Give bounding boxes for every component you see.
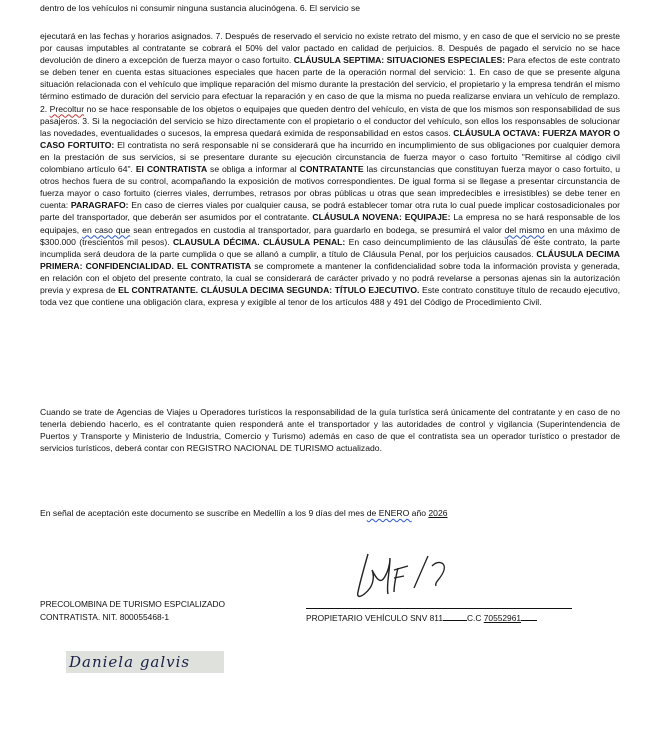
contractor-nit: CONTRATISTA. NIT. 800055468-1 [40, 612, 170, 622]
blank-line [521, 611, 537, 621]
name-stamp [66, 651, 224, 673]
spellcheck-word: Precoltur [49, 103, 85, 114]
clause-9-title: CLÁUSULA NOVENA: EQUIPAJE: [312, 212, 451, 223]
text-run: La empresa no se hará responsable de los equipajes, [40, 212, 620, 235]
year-value: 2026 [428, 508, 448, 518]
text-run: sean entregados en custodia al transportador, para guardarlo en bodega, se presumirá el valor [130, 224, 505, 235]
acceptance-line [40, 507, 620, 519]
text-run: las circunstancias que constituyan fuerza mayor o caso fortuito, u otros hechos fuera de su control, acompañando la exposición de motivos correspondientes. De igual forma si se llegase a presentar circunstancia de fuerza mayor o caso fortuito (cierres viales, derrumbes, retrasos por obras públicas u otras que sean impredecibles e irresistibles) se debe tener en cuenta: [40, 164, 620, 211]
clause-10-title: CLAUSULA DÉCIMA. CLÁUSULA PENAL: [172, 236, 346, 247]
owner-label: PROPIETARIO VEHÍCULO SNV 811 [306, 613, 443, 623]
contractor-signature-block [40, 598, 225, 624]
text-run: En caso de cierres viales por cualquier causa, se podrá establecer tomar otra ruta lo cual puede implicar costosadicionales por parte del transportador, que deberán ser asumidos por el contratante. [40, 200, 620, 223]
clause-11-title: CLÁUSULA DECIMA PRIMERA: CONFIDENCIALIDAD. EL CONTRATISTA [40, 248, 620, 271]
handwritten-signature [350, 548, 460, 608]
signature-rule [306, 608, 572, 609]
company-name: PRECOLOMBINA DE TURISMO ESPCIALIZADO [40, 599, 226, 609]
clause-12-title: EL CONTRATANTE. CLÁUSULA DECIMA SEGUNDA: TÍTULO EJECUTIVO. [118, 284, 420, 295]
text-run: en una máximo de $300.000 (trescientos mil pesos). [40, 224, 620, 247]
clause-7-title: CLÁUSULA SEPTIMA: SITUACIONES ESPECIALES: [293, 55, 506, 66]
cc-label: C.C [466, 613, 482, 623]
text-run: El contratista no será responsable ni se considerará que ha incurrido en incumplimiento de sus obligaciones por cualquier demora en la prestación de sus servicios, si se presentare durante su ejecución circunstancia de fuerza mayor o caso fortuito "Remitirse al código civil colombiano artículo 64". [40, 139, 621, 175]
grammar-flag: del mismo [504, 224, 545, 235]
year-label: año [411, 508, 427, 518]
blank-line [443, 611, 467, 621]
paragrafo-label: PARAGRAFO: [70, 200, 129, 211]
stamp-name: Daniela galvis [69, 653, 191, 671]
clause-8-title: CLÁUSULA OCTAVA: FUERZA MAYOR O CASO FORTUITO: [40, 127, 620, 150]
top-text-line: dentro de los vehículos ni consumir ninguna sustancia alucinógena. 6. El servicio se [40, 3, 361, 13]
clauses-paragraph [40, 30, 620, 308]
text-run: ejecutará en las fechas y horarios asignados. 7. Después de reservado el servicio no existe retrato del mismo, y en caso de que el servicio no se preste por causas imputables al contratante se cobrará el 50% del valor pactado en calidad de perjuicios. 8. Después de pagado el servicio no se hace devolución de dinero a excepción de fuerza mayor o caso fortuito. [40, 31, 620, 66]
el-contratista-label: El CONTRATISTA [135, 164, 208, 175]
acceptance-prefix: En señal de aceptación este documento se suscribe en Medellín a los 9 días del mes [40, 508, 365, 518]
text-run: se obliga a informar al [207, 164, 300, 175]
cc-number: 70552961 [483, 613, 522, 623]
text-run: se compromete a mantener la confidencialidad sobre toda la información provista y generada, en relación con el objeto del presente contrato, la cual se considerará de carácter privado y no podrá revelarse a personas ajenas sin la autorización previa y expresa de [40, 260, 620, 295]
month-value: de ENERO [366, 508, 412, 518]
contratante-label: CONTRATANTE [299, 164, 364, 175]
grammar-flag: en caso que [82, 224, 131, 235]
owner-signature-block [306, 611, 537, 625]
text-run: En caso deincumplimiento de las cláusulas de este contrato, la parte incumplida será deudora de la parte cumplida o que se allanó a cumplir, a título de Cláusula Penal, por los perjuicios causados. [40, 236, 620, 259]
text-run: Este contrato constituye título de recaudo ejecutivo, toda vez que contiene una obligación clara, expresa y exigible al tenor de los artículos 488 y 491 del Código de Procedimiento Civil. [40, 284, 620, 308]
text-run: no se hace responsable de los objetos o equipajes que queden dentro del vehículo, en vista de que los mismos son responsabilidad de sus pasajeros. 3. Si la negociación del servicio se hizo directamente con el propietario o el conductor del vehículo, son ellos los responsables de solucionar las novedades, eventualidades o sucesos, la empresa quedará eximida de responsabilidad en estos casos. [40, 103, 620, 138]
text-run: Para efectos de este contrato se deben tener en cuenta estas situaciones especiales que hacen parte de la operación normal del servicio: 1. En caso de que se presente alguna situación relacionada con el vehículo que implique reparación del mismo durante la prestación del servicio, el propietario y la empresa tendrán el mismo término estimado de duración del servicio para efectuar la reparación y en caso de que la misma no pueda realizarse enviara un vehículo de remplazo. 2. [40, 55, 620, 114]
agencies-paragraph: Cuando se trate de Agencias de Viajes u Operadores turísticos la responsabilidad de la guía turística será únicamente del contratante y en caso de no tenerla debiendo hacerlo, es el contratante quien responderá ante el transportador y las autoridades de control y vigilancia (Superintendencia de Puertos y Transporte y Ministerio de Industria, Comercio y Turismo) además en caso de que el contratista sea un operador turístico o prestador de servicios turísticos, deberá contar con REGISTRO NACIONAL DE TURISMO actualizado. [40, 407, 620, 454]
